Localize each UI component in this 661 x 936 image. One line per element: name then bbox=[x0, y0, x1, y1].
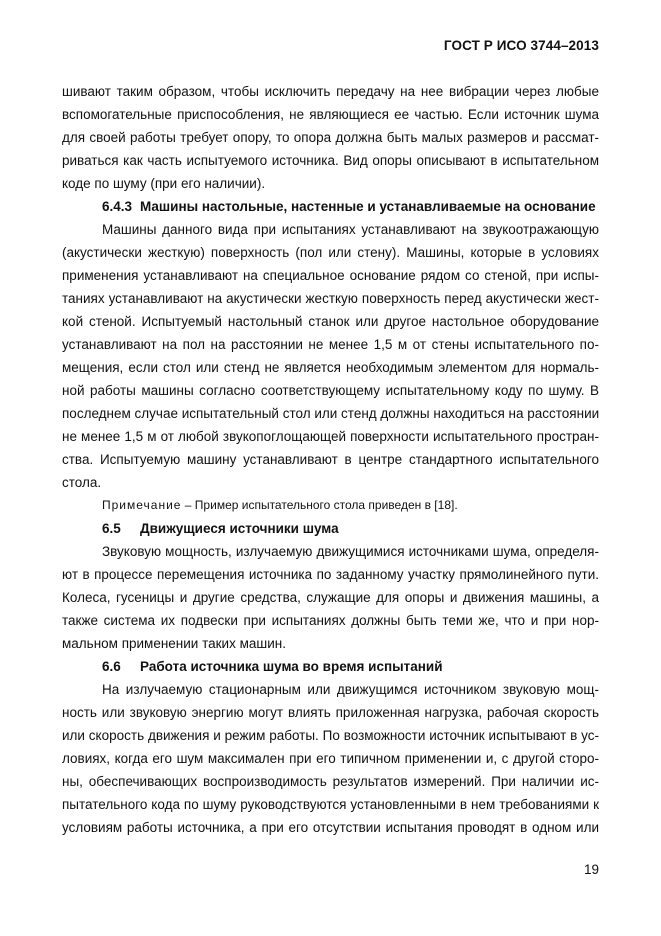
section-heading bbox=[62, 655, 599, 678]
text-line: риваться как часть испытуемого источника. Вид опоры описывают в испытательном bbox=[62, 153, 599, 168]
note bbox=[62, 494, 599, 517]
text-line: кой стеной. Испытуемый настольный станок или другое настольное оборудование bbox=[62, 314, 599, 329]
section-title: Движущиеся источники шума bbox=[140, 521, 339, 536]
text-line: пытательного кода по шуму руководствуются установленными в нем требованиями к bbox=[62, 797, 599, 812]
text-line: (акустически жесткую) поверхность (пол или стену). Машины, которые в условиях bbox=[62, 245, 599, 260]
note-label: Примечание bbox=[102, 498, 182, 512]
text-line: коде по шуму (при его наличии). bbox=[62, 176, 266, 191]
section-number: 6.5 bbox=[102, 521, 121, 536]
text-line: условиям работы источника, а при его отсутствии испытания проводят в одном или bbox=[62, 820, 599, 835]
text-line: вспомогательные приспособления, не являющиеся ее частью. Если источник шума bbox=[62, 107, 599, 122]
text-line: На излучаемую стационарным или движущимся источником звуковую мощ- bbox=[102, 682, 599, 697]
section-number: 6.6 bbox=[102, 659, 121, 674]
text-line: шивают таким образом, чтобы исключить передачу на нее вибрации через любые bbox=[62, 84, 599, 99]
text-line: для своей работы требует опору, то опора должна быть малых размеров и рассмат- bbox=[62, 130, 599, 145]
text-line: Колеса, гусеницы и другие средства, служащие для опоры и движения машины, а bbox=[62, 590, 599, 605]
text-line: не менее 1,5 м от любой звукопоглощающей поверхности испытательного простран- bbox=[62, 429, 599, 444]
text-line: или скорость движения и режим работы. По возможности источник испытывают в ус- bbox=[62, 728, 599, 743]
text-line: ны, обеспечивающих воспроизводимость результатов измерений. При наличии ис- bbox=[62, 774, 599, 789]
text-line: стола. bbox=[62, 475, 102, 490]
text-line: ства. Испытуемую машину устанавливают в центре стандартного испытательного bbox=[62, 452, 599, 467]
text-line: мещения, если стол или стенд не является необходимым элементом для нормаль- bbox=[62, 360, 599, 375]
text-line: последнем случае испытательный стол или стенд должны находиться на расстоянии bbox=[62, 406, 599, 421]
text-line: мальном применении таких машин. bbox=[62, 636, 286, 651]
text-line: ной работы машины согласно соответствующему испытательному коду по шуму. В bbox=[62, 383, 599, 398]
text-line: ют в процессе перемещения источника по заданному участку прямолинейного пути. bbox=[62, 567, 599, 582]
text-line: устанавливают на пол на расстоянии не менее 1,5 м от стены испытательного по- bbox=[62, 337, 599, 352]
document-header: ГОСТ Р ИСО 3744–2013 bbox=[443, 38, 599, 53]
text-line: ность или звуковую энергию могут влиять приложенная нагрузка, рабочая скорость bbox=[62, 705, 599, 720]
text-line: Машины данного вида при испытаниях устанавливают на звукоотражающую bbox=[102, 222, 599, 237]
section-heading bbox=[62, 517, 599, 540]
text-line: Звуковую мощность, излучаемую движущимися источниками шума, определя- bbox=[102, 544, 599, 559]
page-body bbox=[62, 80, 599, 839]
note-text: – Пример испытательного стола приведен в [18]. bbox=[181, 498, 458, 512]
text-line: также система их подвески при испытаниях должны быть теми же, что и при нор- bbox=[62, 613, 599, 628]
section-number: 6.4.3 bbox=[102, 199, 133, 214]
text-line: ловиях, когда его шум максимален при его типичном применении и, с другой сторо- bbox=[62, 751, 599, 766]
page-number: 19 bbox=[583, 862, 599, 877]
section-title: Машины настольные, настенные и устанавливаемые на основание bbox=[140, 199, 596, 214]
text-line: таниях устанавливают на акустически жесткую поверхность перед акустически жест- bbox=[62, 291, 599, 306]
text-line: применения устанавливают на специальное основание рядом со стеной, при испы- bbox=[62, 268, 599, 283]
section-heading bbox=[62, 195, 599, 218]
section-title: Работа источника шума во время испытаний bbox=[140, 659, 443, 674]
